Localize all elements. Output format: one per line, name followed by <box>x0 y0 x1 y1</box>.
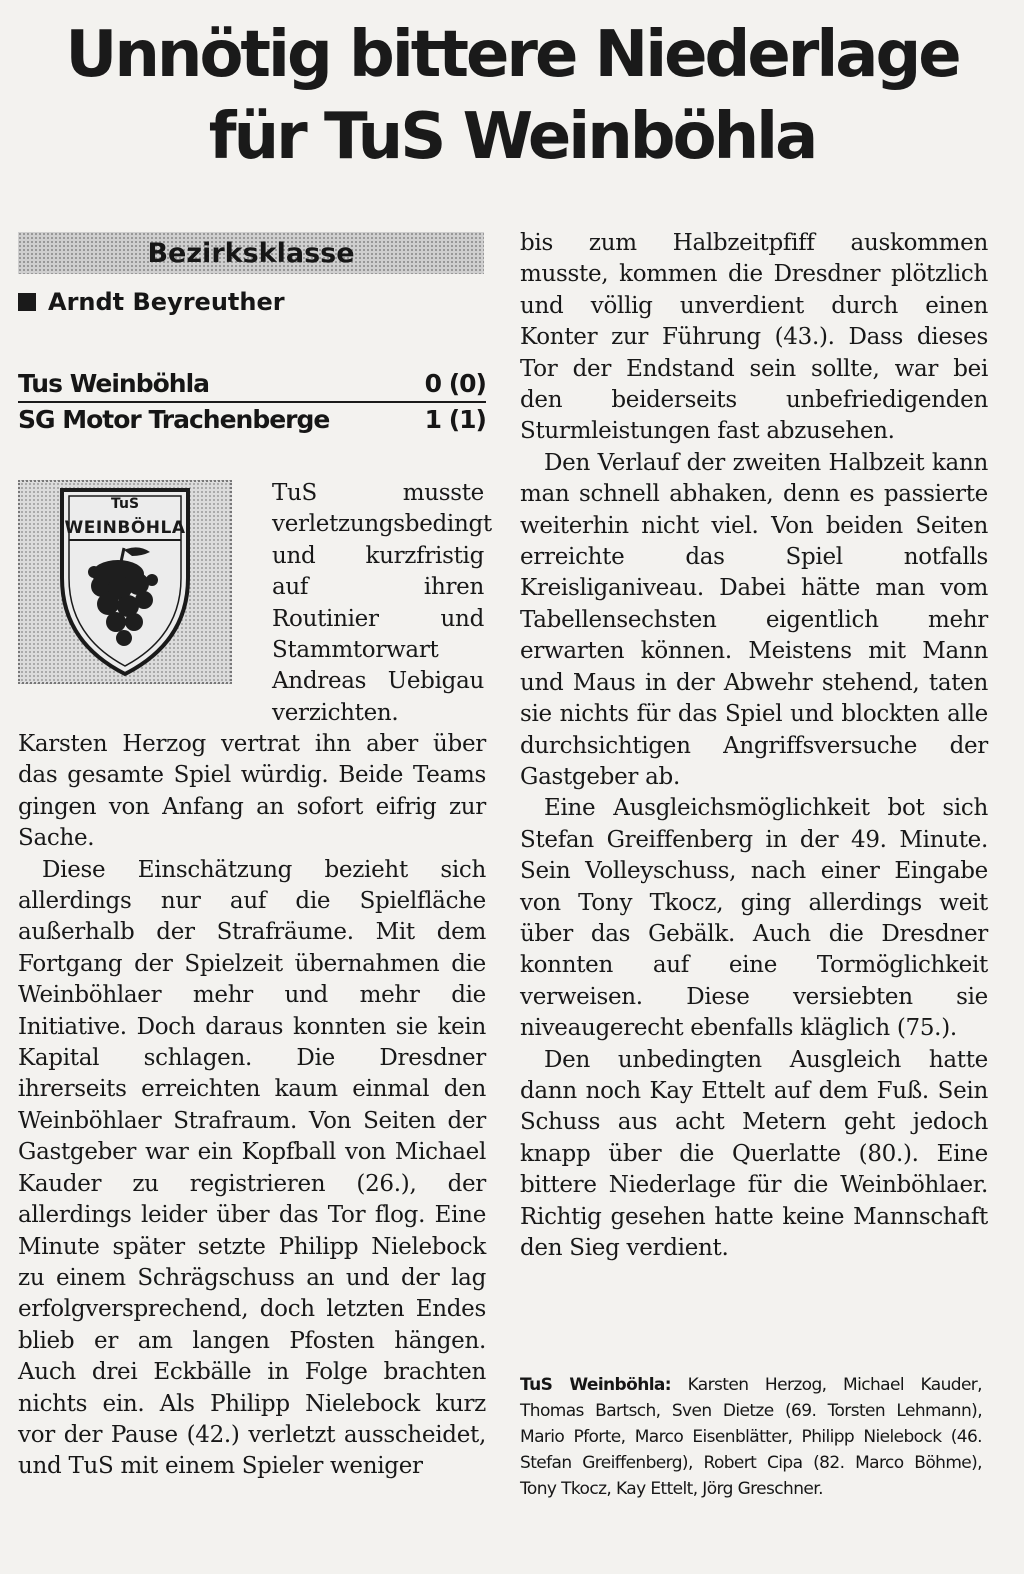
score-row-home <box>18 367 486 403</box>
lineup-team: TuS Weinböhla: <box>520 1375 671 1395</box>
paragraph: Den Verlauf der zweiten Halbzeit kann man schnell abhaken, denn es passierte weiterhin nicht viel. Von beiden Seiten erreichte das Spiel notfalls Kreisliganiveau. Dabei hätte man vom Tabellensechsten eigentlich mehr erwarten können. Meistens mit Mann und Maus in der Abwehr stehend, taten sie nichts für das Spiel und blockten alle durchsichtigen Angriffsversuche der Gastgeber ab. <box>520 449 988 790</box>
headline <box>0 14 1024 178</box>
crest-shield-icon <box>20 482 230 682</box>
lineup-players: Karsten Herzog, Michael Kauder, Thomas Bartsch, Sven Dietze (69. Torsten Lehmann), Mario Pforte, Marco Eisenblätter, Philipp Nielebock (46. Stefan Greiffenberg), Robert Cipa (82. Marco Böhme), Tony Tkocz, Kay Ettelt, Jörg Greschner. <box>520 1375 982 1499</box>
club-crest <box>18 480 232 684</box>
away-team: SG Motor Trachenberge <box>18 405 330 434</box>
byline <box>18 288 285 316</box>
home-team: Tus Weinböhla <box>18 369 210 398</box>
crest-text-weinboehla: WEINBÖHLA <box>64 518 186 538</box>
paragraph: bis zum Halbzeitpfiff auskommen musste, kommen die Dresdner plötzlich und völlig unverdient durch einen Konter zur Führung (43.). Dass dieses Tor der Endstand sein sollte, war bei den beiderseits unbefriedigenden Sturmleistungen fast abzusehen. <box>520 230 988 445</box>
headline-line-1: Unnötig bittere Niederlage <box>65 18 959 92</box>
team-lineup <box>520 1372 982 1502</box>
section-kicker <box>18 232 484 274</box>
author-name: Arndt Beyreuther <box>48 288 285 316</box>
crest-text-tus: TuS <box>110 496 140 512</box>
intro-paragraph: TuS musste verletzungsbedingt und kurzfristig auf ihren Routinier und Stammtorwart Andreas Uebigau verzichten. <box>272 480 492 726</box>
square-bullet-icon <box>18 293 36 311</box>
away-score: 1 (1) <box>424 405 486 434</box>
paragraph: Karsten Herzog vertrat ihn aber über das gesamte Spiel würdig. Beide Teams gingen von Anfang an sofort eifrig zur Sache. <box>18 731 486 852</box>
paragraph: Diese Einschätzung bezieht sich allerdings nur auf die Spielfläche außerhalb der Strafräume. Mit dem Fortgang der Spielzeit übernahmen die Weinböhlaer mehr und mehr die Initiative. Doch daraus konnten sie kein Kapital schlagen. Die Dresdner ihrerseits erreichten kaum einmal den Weinböhlaer Strafraum. Von Seiten der Gastgeber war ein Kopfball von Michael Kauder zu registrieren (26.), der allerdings leider über das Tor flog. Eine Minute später setzte Philipp Nielebock zu einem Schrägschuss an und der lag erfolgversprechend, doch letzten Endes blieb er am langen Pfosten hängen. Auch drei Eckbälle in Folge brachten nichts ein. Als Philipp Nielebock kurz vor der Pause (42.) verletzt ausscheidet, und TuS mit einem Spieler weniger <box>18 856 486 1480</box>
paragraph: Eine Ausgleichsmöglichkeit bot sich Stefan Greiffenberg in der 49. Minute. Sein Volleyschuss, nach einer Eingabe von Tony Tkocz, ging allerdings weit über das Gebälk. Auch die Dresdner konnten auf eine Tormöglichkeit verweisen. Diese versiebten sie niveaugerecht ebenfalls kläglich (75.). <box>520 795 988 1042</box>
home-score: 0 (0) <box>424 369 486 398</box>
score-table <box>18 367 486 437</box>
article-intro <box>272 478 492 729</box>
score-row-away <box>18 403 486 437</box>
article-column-2 <box>520 228 988 1264</box>
article-column-1 <box>18 729 486 1483</box>
kicker-label: Bezirksklasse <box>147 237 355 269</box>
headline-line-2: für TuS Weinböhla <box>208 100 816 174</box>
paragraph: Den unbedingten Ausgleich hatte dann noch Kay Ettelt auf dem Fuß. Sein Schuss aus acht Metern geht jedoch knapp über die Querlatte (80.). Eine bittere Niederlage für die Weinböhlaer. Richtig gesehen hatte keine Mannschaft den Sieg verdient. <box>520 1046 988 1261</box>
